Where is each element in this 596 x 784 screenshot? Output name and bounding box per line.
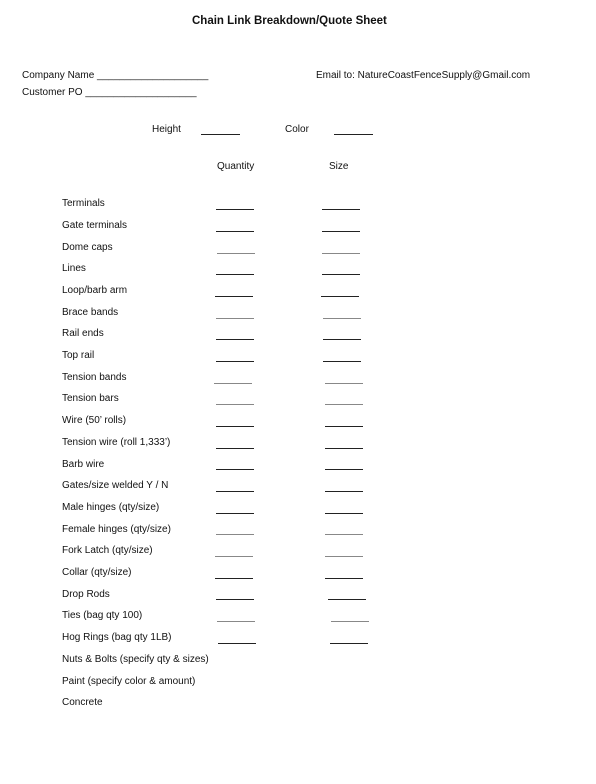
size-blank[interactable] [323, 361, 361, 362]
item-label: Rail ends [62, 328, 104, 339]
quantity-blank[interactable] [216, 404, 254, 405]
page-title: Chain Link Breakdown/Quote Sheet [192, 15, 387, 27]
quantity-blank[interactable] [216, 513, 254, 514]
size-blank[interactable] [323, 339, 361, 340]
quantity-blank[interactable] [214, 383, 252, 384]
size-blank[interactable] [322, 274, 360, 275]
size-blank[interactable] [330, 643, 368, 644]
size-blank[interactable] [331, 621, 369, 622]
quantity-blank[interactable] [217, 253, 255, 254]
color-label: Color [285, 124, 309, 135]
height-label: Height [152, 124, 181, 135]
size-blank[interactable] [325, 469, 363, 470]
size-blank[interactable] [322, 253, 360, 254]
size-blank[interactable] [325, 578, 363, 579]
item-label: Ties (bag qty 100) [62, 610, 143, 621]
item-label: Paint (specify color & amount) [62, 676, 196, 687]
height-blank[interactable] [201, 134, 240, 135]
size-blank[interactable] [325, 556, 363, 557]
quantity-blank[interactable] [216, 209, 254, 210]
quantity-blank[interactable] [215, 578, 253, 579]
item-label: Female hinges (qty/size) [62, 524, 171, 535]
item-label: Nuts & Bolts (specify qty & sizes) [62, 654, 209, 665]
item-label: Tension bands [62, 372, 127, 383]
color-blank[interactable] [334, 134, 373, 135]
item-label: Barb wire [62, 459, 105, 470]
size-blank[interactable] [325, 448, 363, 449]
quantity-blank[interactable] [216, 599, 254, 600]
quantity-blank[interactable] [215, 296, 253, 297]
quantity-blank[interactable] [215, 556, 253, 557]
item-label: Dome caps [62, 242, 113, 253]
quantity-blank[interactable] [216, 426, 254, 427]
item-label: Drop Rods [62, 589, 110, 600]
quantity-blank[interactable] [216, 274, 254, 275]
item-label: Gate terminals [62, 220, 128, 231]
item-label: Gates/size welded Y / N [62, 480, 169, 491]
item-label: Tension bars [62, 393, 119, 404]
quantity-blank[interactable] [216, 448, 254, 449]
item-label: Loop/barb arm [62, 285, 128, 296]
size-header: Size [329, 161, 349, 172]
email-instruction: Email to: NatureCoastFenceSupply@Gmail.com [316, 70, 531, 81]
item-label: Brace bands [62, 307, 119, 318]
size-blank[interactable] [325, 426, 363, 427]
item-label: Collar (qty/size) [62, 567, 132, 578]
item-label: Lines [62, 263, 86, 274]
company-name-field[interactable]: Company Name ____________________ [22, 70, 209, 81]
quantity-blank[interactable] [216, 318, 254, 319]
size-blank[interactable] [325, 404, 363, 405]
size-blank[interactable] [322, 231, 360, 232]
size-blank[interactable] [325, 491, 363, 492]
size-blank[interactable] [321, 296, 359, 297]
quantity-blank[interactable] [216, 469, 254, 470]
item-label: Top rail [62, 350, 95, 361]
quantity-header: Quantity [217, 161, 255, 172]
item-label: Wire (50’ rolls) [62, 415, 127, 426]
item-label: Concrete [62, 697, 103, 708]
item-label: Fork Latch (qty/size) [62, 545, 153, 556]
item-label: Hog Rings (bag qty 1LB) [62, 632, 172, 643]
quantity-blank[interactable] [217, 621, 255, 622]
quantity-blank[interactable] [216, 534, 254, 535]
item-label: Tension wire (roll 1,333’) [62, 437, 171, 448]
size-blank[interactable] [325, 534, 363, 535]
size-blank[interactable] [325, 513, 363, 514]
item-label: Terminals [62, 198, 105, 209]
quantity-blank[interactable] [216, 361, 254, 362]
size-blank[interactable] [325, 383, 363, 384]
quantity-blank[interactable] [216, 231, 254, 232]
item-label: Male hinges (qty/size) [62, 502, 160, 513]
size-blank[interactable] [328, 599, 366, 600]
quantity-blank[interactable] [216, 339, 254, 340]
size-blank[interactable] [323, 318, 361, 319]
quantity-blank[interactable] [218, 643, 256, 644]
customer-po-field[interactable]: Customer PO ____________________ [22, 87, 197, 98]
quantity-blank[interactable] [216, 491, 254, 492]
size-blank[interactable] [322, 209, 360, 210]
